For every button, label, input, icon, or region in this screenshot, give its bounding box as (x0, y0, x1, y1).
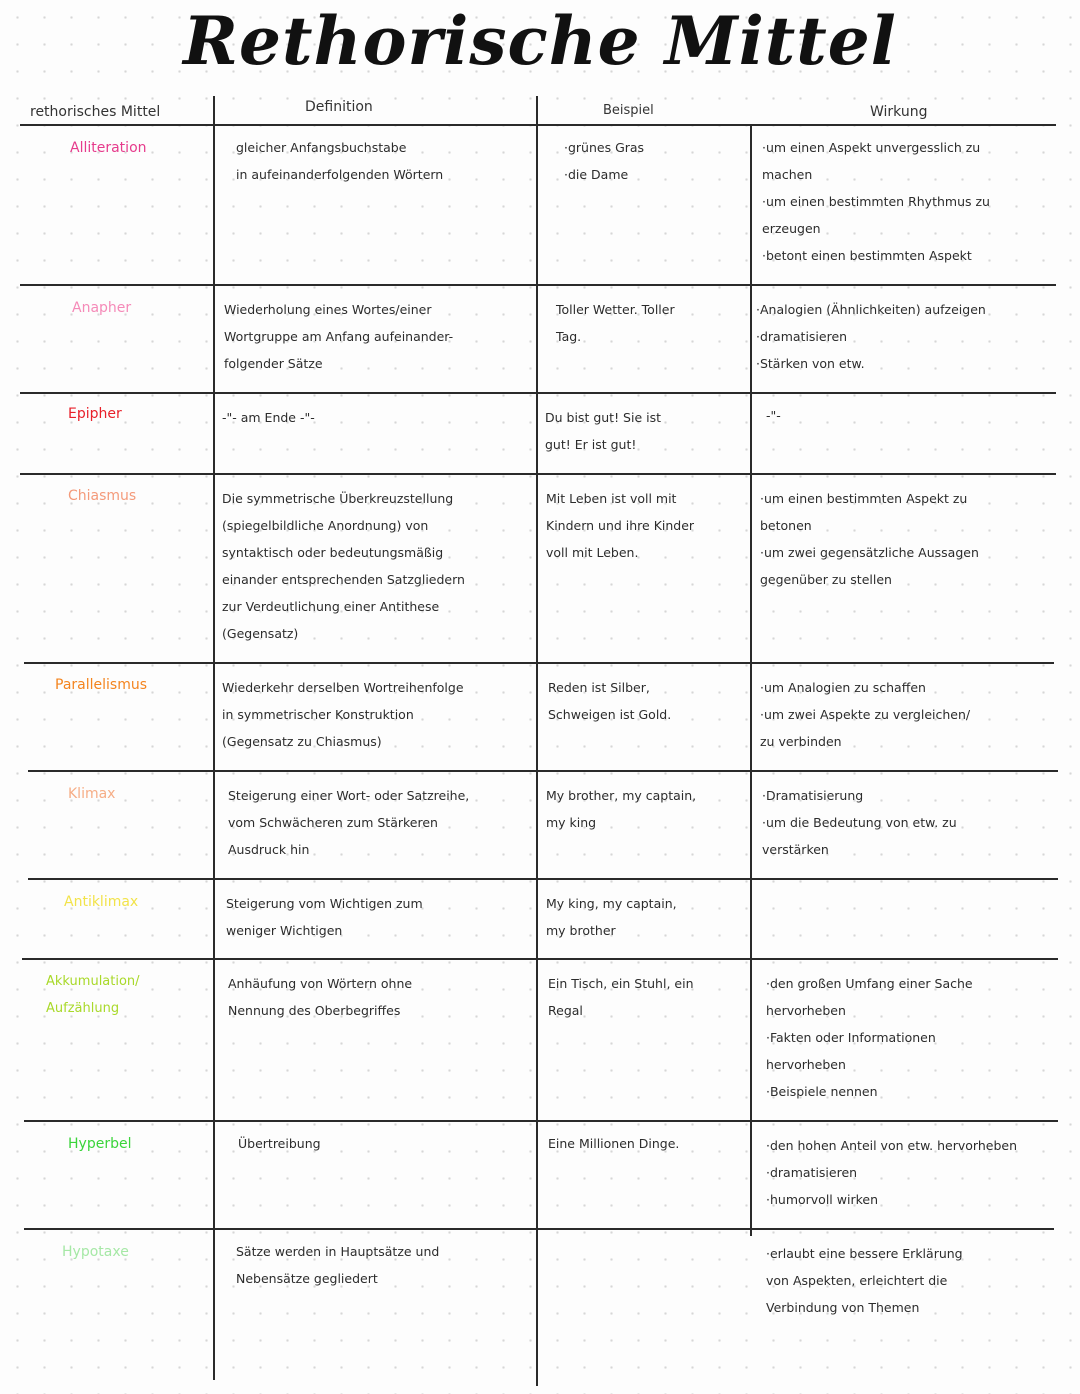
definition-line: in symmetrischer Konstruktion (222, 707, 414, 722)
term-parallelismus: Parallelismus (55, 677, 147, 693)
effect-line: ·dramatisieren (766, 1165, 858, 1180)
effect-line: ·um die Bedeutung von etw. zu (762, 815, 957, 830)
row-divider (24, 662, 1054, 664)
row-divider (22, 958, 1058, 960)
definition-line: Sätze werden in Hauptsätze und (236, 1244, 440, 1259)
effect-line: -"- (766, 408, 781, 423)
definition-line: (Gegensatz) (222, 626, 299, 641)
definition-line: (spiegelbildliche Anordnung) von (222, 518, 429, 533)
page-title: Rethorische Mittel (183, 2, 897, 80)
example-line: ·grünes Gras (564, 140, 645, 155)
column-divider (213, 96, 215, 1380)
example-line: ·die Dame (564, 167, 629, 182)
definition-anapher (224, 296, 453, 377)
header-beispiel: Beispiel (603, 103, 654, 118)
effect-line: ·Stärken von etw. (756, 356, 865, 371)
effect-line: ·betont einen bestimmten Aspekt (762, 248, 972, 263)
term-hyperbel: Hyperbel (68, 1136, 132, 1152)
example-antiklimax (546, 890, 677, 944)
effect-epipher (766, 402, 781, 429)
term-epipher: Epipher (68, 406, 122, 422)
term-hypotaxe: Hypotaxe (62, 1244, 129, 1260)
row-divider (24, 1120, 1058, 1122)
effect-line: hervorheben (766, 1057, 846, 1072)
example-line: Regal (548, 1003, 583, 1018)
definition-line: Wiederkehr derselben Wortreihenfolge (222, 680, 464, 695)
effect-line: ·um zwei Aspekte zu vergleichen/ (760, 707, 971, 722)
effect-line: gegenüber zu stellen (760, 572, 892, 587)
effect-line: verstärken (762, 842, 829, 857)
definition-alliteration (236, 134, 443, 188)
effect-klimax (762, 782, 957, 863)
definition-line: Wiederholung eines Wortes/einer (224, 302, 432, 317)
example-line: Tag. (556, 329, 582, 344)
effect-line: ·Fakten oder Informationen (766, 1030, 936, 1045)
effect-line: ·erlaubt eine bessere Erklärung (766, 1246, 963, 1261)
definition-akkumulation (228, 970, 412, 1024)
definition-line: Übertreibung (238, 1136, 321, 1151)
definition-hyperbel (238, 1130, 321, 1157)
example-line: Toller Wetter. Toller (556, 302, 675, 317)
definition-line: Steigerung vom Wichtigen zum (226, 896, 423, 911)
effect-line: erzeugen (762, 221, 821, 236)
example-line: gut! Er ist gut! (545, 437, 637, 452)
definition-line: zur Verdeutlichung einer Antithese (222, 599, 440, 614)
example-anapher (556, 296, 675, 350)
example-line: Mit Leben ist voll mit (546, 491, 677, 506)
definition-line: gleicher Anfangsbuchstabe (236, 140, 407, 155)
example-line: Ein Tisch, ein Stuhl, ein (548, 976, 694, 991)
example-epipher (545, 404, 661, 458)
example-line: Du bist gut! Sie ist (545, 410, 662, 425)
effect-line: ·um zwei gegensätzliche Aussagen (760, 545, 979, 560)
effect-akkumulation (766, 970, 973, 1105)
definition-line: Nennung des Oberbegriffes (228, 1003, 401, 1018)
definition-line: Nebensätze gegliedert (236, 1271, 378, 1286)
example-line: My brother, my captain, (546, 788, 697, 803)
effect-hypotaxe (766, 1240, 963, 1321)
effect-line: ·humorvoll wirken (766, 1192, 878, 1207)
row-divider (28, 770, 1058, 772)
definition-parallelismus (222, 674, 464, 755)
definition-line: (Gegensatz zu Chiasmus) (222, 734, 382, 749)
effect-line: ·um Analogien zu schaffen (760, 680, 926, 695)
definition-line: Wortgruppe am Anfang aufeinander- (224, 329, 454, 344)
row-divider (28, 878, 1058, 880)
header-definition: Definition (305, 99, 373, 115)
definition-line: syntaktisch oder bedeutungsmäßig (222, 545, 444, 560)
definition-klimax (228, 782, 469, 863)
example-line: Schweigen ist Gold. (548, 707, 672, 722)
term-aufzaehlung: Aufzählung (46, 1001, 120, 1016)
effect-line: Verbindung von Themen (766, 1300, 920, 1315)
effect-line: ·Beispiele nennen (766, 1084, 878, 1099)
effect-alliteration (762, 134, 990, 269)
effect-line: ·um einen Aspekt unvergesslich zu (762, 140, 981, 155)
definition-line: folgender Sätze (224, 356, 323, 371)
row-divider (20, 392, 1056, 394)
row-divider (20, 473, 1056, 475)
row-divider (20, 284, 1056, 286)
definition-line: Die symmetrische Überkreuzstellung (222, 491, 454, 506)
definition-antiklimax (226, 890, 423, 944)
effect-line: ·den hohen Anteil von etw. hervorheben (766, 1138, 1017, 1153)
effect-line: machen (762, 167, 813, 182)
example-hyperbel (548, 1130, 679, 1157)
row-divider (20, 124, 1056, 126)
column-divider (536, 96, 538, 1386)
term-alliteration: Alliteration (70, 140, 147, 156)
example-line: my brother (546, 923, 616, 938)
definition-line: in aufeinanderfolgenden Wörtern (236, 167, 444, 182)
effect-line: ·um einen bestimmten Aspekt zu (760, 491, 968, 506)
effect-parallelismus (760, 674, 970, 755)
example-line: My king, my captain, (546, 896, 677, 911)
definition-chiasmus (222, 485, 465, 647)
effect-line: betonen (760, 518, 812, 533)
definition-line: weniger Wichtigen (226, 923, 343, 938)
header-mittel: rethorisches Mittel (30, 104, 161, 120)
term-antiklimax: Antiklimax (64, 894, 139, 910)
definition-line: Steigerung einer Wort- oder Satzreihe, (228, 788, 470, 803)
example-line: my king (546, 815, 597, 830)
effect-line: von Aspekten, erleichtert die (766, 1273, 948, 1288)
effect-line: ·den großen Umfang einer Sache (766, 976, 973, 991)
example-alliteration (564, 134, 644, 188)
term-chiasmus: Chiasmus (68, 488, 137, 504)
example-line: voll mit Leben. (546, 545, 639, 560)
term-akkumulation: Akkumulation/ (46, 974, 140, 989)
definition-hypotaxe (236, 1238, 439, 1292)
effect-hyperbel (766, 1132, 1017, 1213)
definition-line: Anhäufung von Wörtern ohne (228, 976, 413, 991)
definition-epipher (222, 404, 315, 431)
effect-chiasmus (760, 485, 979, 593)
example-parallelismus (548, 674, 671, 728)
definition-line: vom Schwächeren zum Stärkeren (228, 815, 438, 830)
header-wirkung: Wirkung (870, 104, 928, 120)
effect-line: hervorheben (766, 1003, 846, 1018)
example-klimax (546, 782, 696, 836)
effect-line: ·um einen bestimmten Rhythmus zu (762, 194, 990, 209)
term-anapher: Anapher (72, 300, 132, 316)
example-line: Kindern und ihre Kinder (546, 518, 695, 533)
column-divider (750, 124, 752, 1236)
example-line: Reden ist Silber, (548, 680, 650, 695)
row-divider (24, 1228, 1054, 1230)
definition-line: -"- am Ende -"- (222, 410, 315, 425)
example-chiasmus (546, 485, 694, 566)
term-klimax: Klimax (68, 786, 116, 802)
example-line: Eine Millionen Dinge. (548, 1136, 680, 1151)
definition-line: einander entsprechenden Satzgliedern (222, 572, 465, 587)
definition-line: Ausdruck hin (228, 842, 310, 857)
effect-line: ·Analogien (Ähnlichkeiten) aufzeigen (756, 302, 986, 317)
effect-anapher (756, 296, 986, 377)
example-akkumulation (548, 970, 694, 1024)
effect-line: ·Dramatisierung (762, 788, 864, 803)
effect-line: zu verbinden (760, 734, 842, 749)
effect-line: ·dramatisieren (756, 329, 848, 344)
